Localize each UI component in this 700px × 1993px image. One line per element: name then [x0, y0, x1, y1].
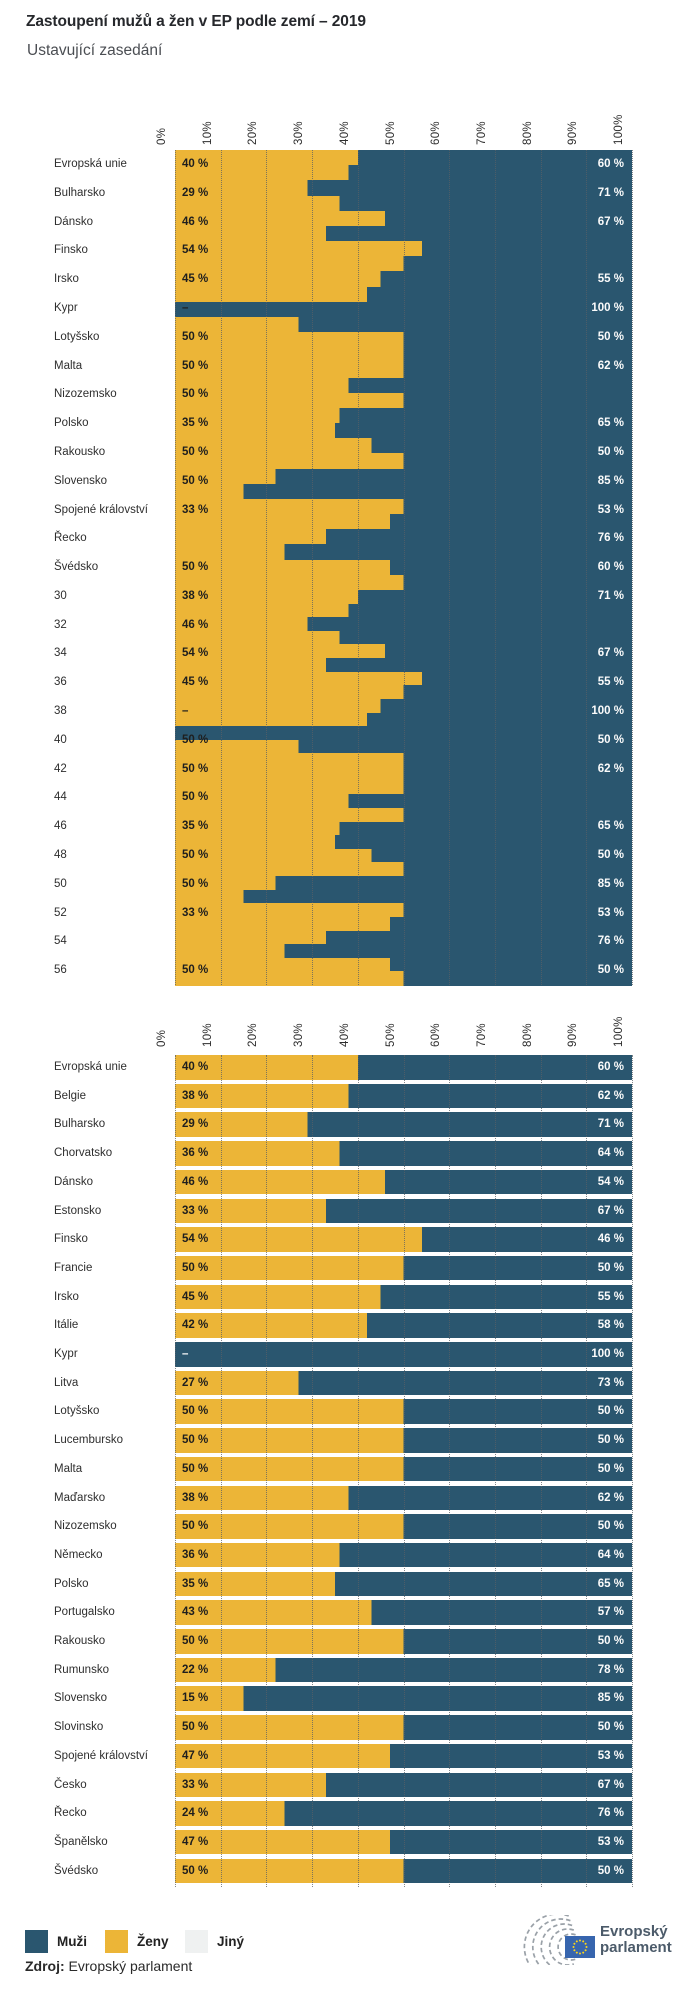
gridline: [312, 150, 313, 985]
y-axis-category-label: Chorvatsko: [54, 1147, 113, 1160]
bar-value-label-right: 55 %: [597, 273, 624, 286]
bar-value-label-right: 50 %: [597, 733, 624, 746]
source-label: Zdroj:: [25, 1958, 65, 1974]
gridline: [541, 150, 542, 985]
y-axis-category-label: Řecko: [54, 532, 87, 545]
gridline: [358, 150, 359, 985]
y-axis-category-label: Polsko: [54, 417, 89, 430]
bar-value-label-right: 60 %: [597, 1061, 624, 1073]
y-axis-category-label: 46: [54, 820, 67, 833]
y-axis-category-label: Kypr: [54, 301, 78, 314]
y-axis-category-label: Bulharsko: [54, 186, 106, 199]
ep-logo: [522, 1915, 682, 1965]
bar-value-label-right: 50 %: [597, 445, 624, 458]
bar-value-label-left: 50 %: [182, 1864, 209, 1877]
legend-item-zeny: [105, 1930, 169, 1953]
bar-value-label-left: 50 %: [182, 791, 209, 804]
bar-value-label-right: 67 %: [597, 215, 624, 228]
bar-value-label-right: 50 %: [597, 1462, 624, 1475]
ep-logo-text: [600, 1924, 672, 1956]
x-axis-tick-label: 50%: [384, 1023, 397, 1047]
bar-value-label-left: 33 %: [182, 503, 209, 516]
y-axis-category-label: Španělsko: [54, 1835, 108, 1848]
bar-value-label-right: 53 %: [597, 906, 624, 919]
page-title: Zastoupení mužů a žen v EP podle zemí – 2019: [26, 13, 366, 30]
bar-value-label-right: 76 %: [597, 532, 624, 545]
gridline: [221, 1055, 222, 1887]
y-axis-category-label: Švédsko: [54, 1864, 99, 1877]
y-axis-category-label: 44: [54, 791, 67, 804]
bar-value-label-right: 100 %: [591, 705, 624, 718]
bar-value-label-left: –: [182, 301, 189, 314]
y-axis-category-label: 48: [54, 849, 67, 862]
gridline: [495, 1055, 496, 1887]
hemicycle-icon: [522, 1915, 600, 1965]
y-axis-category-label: Irsko: [54, 1290, 79, 1303]
y-axis-category-label: Lotyšsko: [54, 1405, 100, 1418]
x-axis-tick-label: 60%: [430, 121, 443, 145]
bar-value-label-left: 43 %: [182, 1606, 209, 1619]
bar-value-label-right: 76 %: [597, 1807, 624, 1820]
y-axis-category-label: Spojené království: [54, 1749, 148, 1762]
bar-value-label-left: 47 %: [182, 1749, 209, 1762]
bar-value-label-left: 33 %: [182, 906, 209, 919]
y-axis-category-label: 32: [54, 618, 67, 631]
bar-value-label-right: 67 %: [597, 1778, 624, 1791]
x-axis-tick-label: 70%: [475, 121, 488, 145]
y-axis-category-label: 52: [54, 906, 67, 919]
source-text: Evropský parlament: [68, 1958, 193, 1974]
bar-value-label-right: 53 %: [597, 1835, 624, 1848]
y-axis-category-label: 42: [54, 762, 67, 775]
bar-value-label-left: 35 %: [182, 820, 209, 833]
bar-value-label-right: 60 %: [597, 158, 624, 170]
legend-swatch-jiny-icon: [185, 1930, 208, 1953]
x-axis-tick-label: 40%: [338, 121, 351, 145]
bar-value-label-left: 46 %: [182, 215, 209, 228]
bar-value-label-left: 50 %: [182, 445, 209, 458]
bar-value-label-left: 50 %: [182, 964, 209, 977]
bar-value-label-left: 50 %: [182, 561, 209, 574]
bar-value-label-right: 50 %: [597, 849, 624, 862]
y-axis-category-label: Evropská unie: [54, 158, 127, 170]
bar-value-label-right: 50 %: [597, 1864, 624, 1877]
y-axis-category-label: Rumunsko: [54, 1663, 109, 1676]
bar-value-label-right: 62 %: [597, 762, 624, 775]
y-axis-category-label: Švédsko: [54, 561, 99, 574]
bar-value-label-left: 50 %: [182, 877, 209, 890]
ep-logo-line1: Evropský: [600, 1923, 668, 1940]
gridline: [175, 1055, 176, 1887]
bar-value-label-left: 46 %: [182, 618, 209, 631]
bar-value-label-left: 45 %: [182, 1290, 209, 1303]
bar-value-label-left: 36 %: [182, 1548, 209, 1561]
bar-value-label-right: 67 %: [597, 647, 624, 660]
bar-value-label-left: 50 %: [182, 762, 209, 775]
y-axis-category-label: 40: [54, 733, 67, 746]
legend-label: Ženy: [137, 1934, 169, 1949]
y-axis-category-label: Bulharsko: [54, 1118, 106, 1131]
bar-value-label-left: 50 %: [182, 1405, 209, 1418]
bar-value-label-right: 58 %: [597, 1319, 624, 1332]
y-axis-category-label: 36: [54, 676, 67, 689]
bar-value-label-right: 62 %: [597, 1491, 624, 1504]
bar-value-label-left: 50 %: [182, 849, 209, 862]
bar-value-label-left: 50 %: [182, 1635, 209, 1647]
x-axis-tick-label: 80%: [521, 1023, 534, 1047]
y-axis-category-label: 54: [54, 935, 67, 948]
y-axis-category-label: Slovinsko: [54, 1721, 104, 1734]
legend-item-jiny: [185, 1930, 244, 1953]
x-axis-tick-label: 20%: [247, 1023, 260, 1047]
bar-value-label-right: 55 %: [597, 676, 624, 689]
bar-value-label-left: 50 %: [182, 388, 209, 401]
bar-value-label-right: 53 %: [597, 503, 624, 516]
bar-value-label-right: 76 %: [597, 935, 624, 948]
page-subtitle: Ustavující zasedání: [27, 42, 163, 59]
bar-value-label-left: 29 %: [182, 1118, 209, 1131]
gridline: [495, 150, 496, 985]
y-axis-category-label: Rakousko: [54, 1635, 106, 1647]
y-axis-category-label: Belgie: [54, 1089, 86, 1102]
bar-value-label-left: –: [182, 705, 189, 718]
bar-value-label-left: 54 %: [182, 647, 209, 660]
y-axis-category-label: Malta: [54, 1462, 83, 1475]
legend-swatch-zeny-icon: [105, 1930, 128, 1953]
bar-value-label-left: 29 %: [182, 186, 209, 199]
bar-value-label-left: 46 %: [182, 1175, 209, 1188]
legend-label: Muži: [57, 1934, 87, 1949]
bar-value-label-right: 50 %: [597, 1721, 624, 1734]
bar-value-label-right: 50 %: [597, 330, 624, 343]
legend-swatch-muzi-icon: [25, 1930, 48, 1953]
bar-value-label-left: 50 %: [182, 1434, 209, 1447]
y-axis-category-label: Litva: [54, 1376, 79, 1389]
bar-value-label-right: 73 %: [597, 1376, 624, 1389]
x-axis-tick-label: 0%: [156, 127, 168, 145]
bar-value-label-left: 50 %: [182, 359, 209, 372]
bar-value-label-left: 40 %: [182, 1061, 209, 1073]
bar-value-label-right: 64 %: [597, 1147, 624, 1160]
y-axis-category-label: Dánsko: [54, 215, 93, 228]
y-axis-category-label: Kypr: [54, 1348, 78, 1360]
bar-value-label-right: 71 %: [597, 1118, 624, 1131]
gridline: [449, 150, 450, 985]
bar-value-label-left: 15 %: [182, 1692, 209, 1705]
gridline: [221, 150, 222, 985]
bar-value-label-left: 50 %: [182, 1261, 209, 1274]
y-axis-category-label: Finsko: [54, 1233, 88, 1246]
bar-value-label-left: 50 %: [182, 733, 209, 746]
bar-value-label-left: 40 %: [182, 158, 209, 170]
bar-value-label-right: 62 %: [597, 359, 624, 372]
x-axis-tick-label: 20%: [247, 121, 260, 145]
bar-value-label-left: 47 %: [182, 1835, 209, 1848]
y-axis-category-label: Německo: [54, 1548, 103, 1561]
source-line: [25, 1958, 192, 1974]
y-axis-category-label: Estonsko: [54, 1204, 102, 1217]
bar-value-label-left: 50 %: [182, 1462, 209, 1475]
bar-value-label-right: 64 %: [597, 1548, 624, 1561]
bar-value-label-left: 45 %: [182, 273, 209, 286]
bar-value-label-right: 85 %: [597, 474, 624, 487]
x-axis-tick-label: 60%: [430, 1023, 443, 1047]
bar-value-label-left: 24 %: [182, 1807, 209, 1820]
bar-value-label-left: 45 %: [182, 676, 209, 689]
bar-value-label-left: 36 %: [182, 1147, 209, 1160]
y-axis-category-label: Rakousko: [54, 445, 106, 458]
bar-value-label-left: 50 %: [182, 1721, 209, 1734]
gridline: [449, 1055, 450, 1887]
x-axis-tick-label: 30%: [293, 121, 306, 145]
bar-value-label-right: 55 %: [597, 1290, 624, 1303]
x-axis-tick-label: 100%: [613, 114, 625, 145]
gridline: [632, 1055, 633, 1887]
bar-value-label-right: 85 %: [597, 1692, 624, 1705]
y-axis-category-label: Finsko: [54, 244, 88, 257]
bar-value-label-right: 50 %: [597, 1635, 624, 1647]
bar-value-label-left: 35 %: [182, 417, 209, 430]
bar-value-label-left: 50 %: [182, 1520, 209, 1533]
gridline: [266, 1055, 267, 1887]
y-axis-category-label: Irsko: [54, 273, 79, 286]
y-axis-category-label: Malta: [54, 359, 83, 372]
y-axis-category-label: Česko: [54, 1778, 87, 1791]
y-axis-category-label: Itálie: [54, 1319, 79, 1332]
gridline: [632, 150, 633, 985]
bar-value-label-right: 85 %: [597, 877, 624, 890]
bar-value-label-left: –: [182, 1348, 189, 1360]
bar-value-label-right: 50 %: [597, 1434, 624, 1447]
bar-value-label-right: 46 %: [597, 1233, 624, 1246]
y-axis-category-label: Portugalsko: [54, 1606, 115, 1619]
bar-value-label-left: 33 %: [182, 1204, 209, 1217]
bar-value-label-left: 50 %: [182, 330, 209, 343]
y-axis-category-label: 34: [54, 647, 67, 660]
y-axis-category-label: Slovensko: [54, 474, 108, 487]
y-axis-category-label: Dánsko: [54, 1175, 93, 1188]
y-axis-category-label: Maďarsko: [54, 1491, 106, 1504]
x-axis-tick-label: 10%: [201, 1023, 214, 1047]
gridline: [175, 150, 176, 985]
y-axis-category-label: Nizozemsko: [54, 1520, 117, 1533]
bar-value-label-left: 22 %: [182, 1663, 209, 1676]
bar-value-label-left: 35 %: [182, 1577, 209, 1590]
bar-value-label-right: 65 %: [597, 820, 624, 833]
bar-value-label-left: 54 %: [182, 244, 209, 257]
x-axis-tick-label: 100%: [613, 1016, 625, 1047]
bar-value-label-left: 27 %: [182, 1376, 209, 1389]
y-axis-category-label: Evropská unie: [54, 1061, 127, 1073]
x-axis-tick-label: 50%: [384, 121, 397, 145]
bar-value-label-right: 71 %: [597, 186, 624, 199]
y-axis-category-label: Polsko: [54, 1577, 89, 1590]
x-axis-tick-label: 80%: [521, 121, 534, 145]
legend-label: Jiný: [217, 1934, 245, 1949]
bar-value-label-left: 38 %: [182, 589, 209, 602]
bar-value-label-right: 100 %: [591, 301, 624, 314]
eu-flag-icon: [565, 1936, 595, 1958]
bar-value-label-right: 50 %: [597, 1405, 624, 1418]
bar-value-label-left: 38 %: [182, 1089, 209, 1102]
bar-value-label-left: 38 %: [182, 1491, 209, 1504]
bar-value-label-right: 100 %: [591, 1348, 624, 1360]
bar-value-label-right: 78 %: [597, 1663, 624, 1676]
gridline: [358, 1055, 359, 1887]
bar-value-label-left: 42 %: [182, 1319, 209, 1332]
gridline: [312, 1055, 313, 1887]
y-axis-category-label: Řecko: [54, 1807, 87, 1820]
y-axis-category-label: Spojené království: [54, 503, 148, 516]
bar-value-label-right: 67 %: [597, 1204, 624, 1217]
y-axis-category-label: 38: [54, 705, 67, 718]
bar-value-label-right: 53 %: [597, 1749, 624, 1762]
y-axis-category-label: Slovensko: [54, 1692, 108, 1705]
bar-value-label-left: 54 %: [182, 1233, 209, 1246]
bar-value-label-right: 65 %: [597, 417, 624, 430]
legend-item-muzi: [25, 1930, 87, 1953]
y-axis-category-label: Lotyšsko: [54, 330, 100, 343]
y-axis-category-label: 50: [54, 877, 67, 890]
bar-value-label-right: 50 %: [597, 964, 624, 977]
bar-value-label-left: 33 %: [182, 1778, 209, 1791]
gridline: [404, 150, 405, 985]
bar-value-label-right: 54 %: [597, 1175, 624, 1188]
y-axis-category-label: 56: [54, 964, 67, 977]
bar-value-label-right: 62 %: [597, 1089, 624, 1102]
y-axis-category-label: Francie: [54, 1261, 93, 1274]
x-axis-tick-label: 10%: [201, 121, 214, 145]
bar-value-label-right: 65 %: [597, 1577, 624, 1590]
gridline: [404, 1055, 405, 1887]
y-axis-category-label: 30: [54, 589, 67, 602]
y-axis-category-label: Nizozemsko: [54, 388, 117, 401]
x-axis-tick-label: 90%: [567, 121, 580, 145]
gridline: [541, 1055, 542, 1887]
bar-value-label-right: 50 %: [597, 1520, 624, 1533]
ep-logo-line2: parlament: [600, 1939, 672, 1956]
x-axis-tick-label: 40%: [338, 1023, 351, 1047]
bar-value-label-right: 50 %: [597, 1261, 624, 1274]
bar-value-label-right: 71 %: [597, 589, 624, 602]
x-axis-tick-label: 70%: [475, 1023, 488, 1047]
x-axis-tick-label: 90%: [567, 1023, 580, 1047]
bar-value-label-right: 57 %: [597, 1606, 624, 1619]
x-axis-tick-label: 30%: [293, 1023, 306, 1047]
x-axis-tick-label: 0%: [156, 1029, 168, 1047]
bar-value-label-left: 50 %: [182, 474, 209, 487]
y-axis-category-label: Lucembursko: [54, 1434, 124, 1447]
gridline: [266, 150, 267, 985]
bar-value-label-right: 60 %: [597, 561, 624, 574]
